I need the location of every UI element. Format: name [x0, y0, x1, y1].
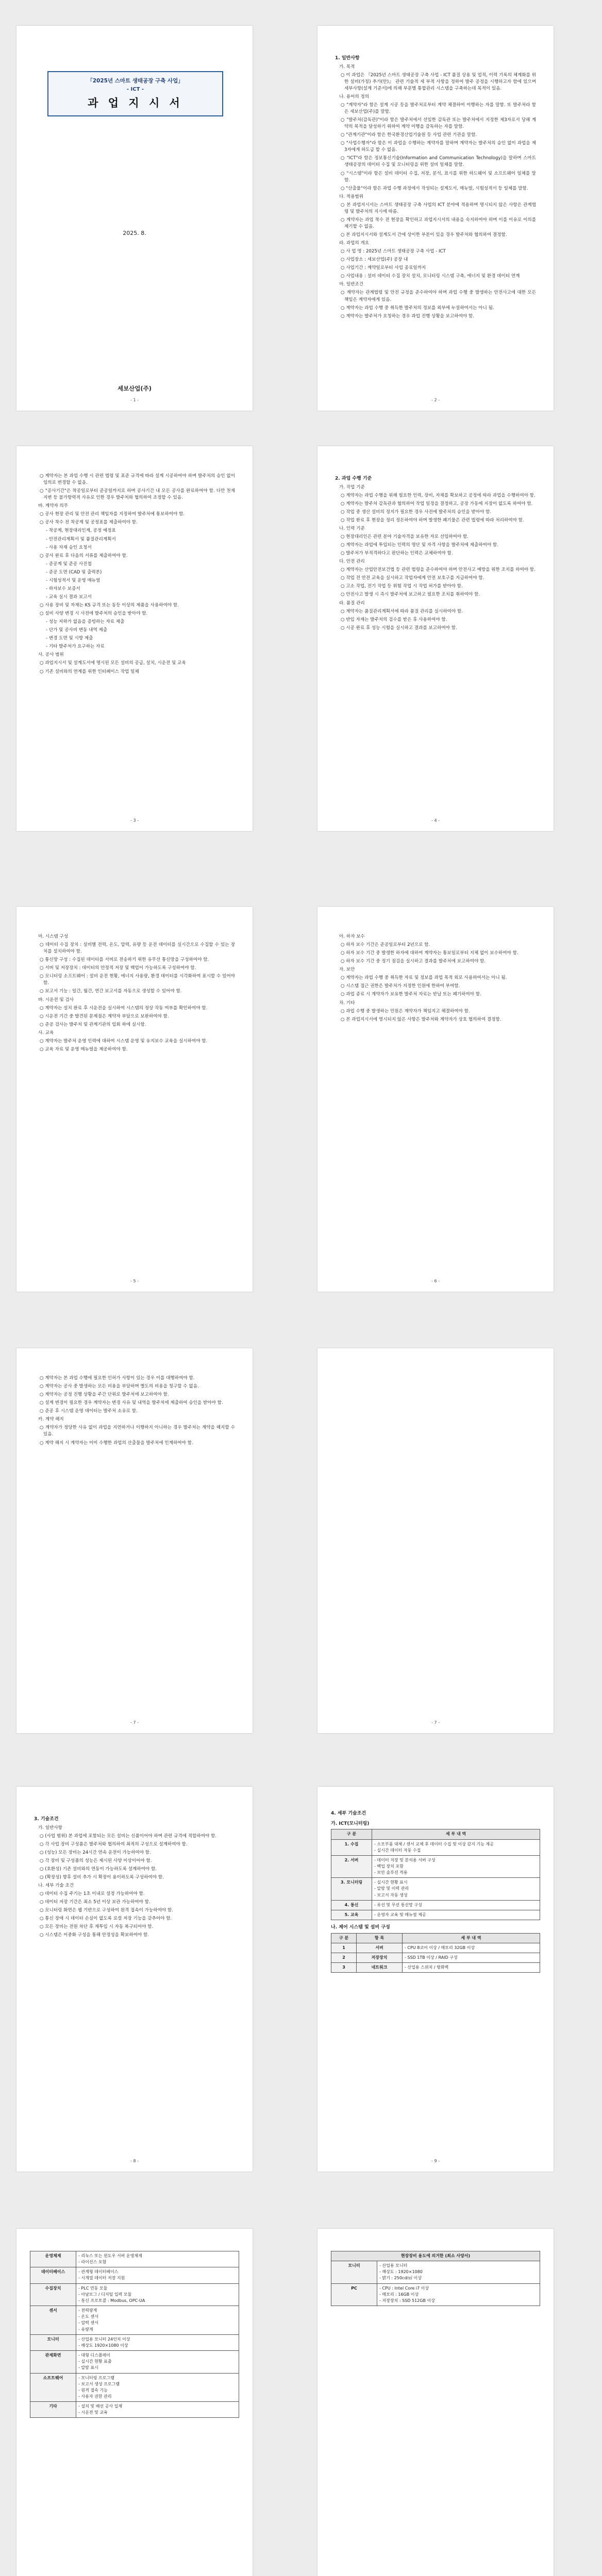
paragraph: ○ 계약자는 공정 진행 상황을 주간 단위로 발주처에 보고하여야 함. [40, 1392, 169, 1398]
page-8 [317, 1348, 554, 1733]
page-4 [317, 446, 554, 831]
paragraph: 다. 안전 관리 [339, 559, 365, 565]
table-row [331, 1963, 540, 1973]
row-label: 소프트웨어 [30, 2373, 76, 2402]
detail-line: - 해상도 1920×1080 이상 [78, 2343, 128, 2348]
cover-subtitle: - ICT - [126, 86, 144, 92]
paragraph: ○ 데이터 저장 기간은 최소 5년 이상 보관 가능하여야 함. [40, 1900, 150, 1905]
detail-line: - 아날로그 / 디지털 입력 모듈 [78, 2292, 132, 2297]
paragraph: ○ 사 업 명 : 2025년 스마트 생태공장 구축 사업 - ICT [341, 249, 446, 255]
page-number: - 5 - [130, 1278, 139, 1283]
paragraph: ○ 하자 보수 기간 중 정기 점검을 실시하고 결과를 발주처에 보고하여야 함. [341, 959, 486, 964]
page-3 [16, 446, 253, 831]
detail-line: - CPU : Intel Core i7 이상 [379, 2285, 429, 2291]
paragraph: ○ 교육 자료 및 운영 매뉴얼을 제공하여야 함. [40, 1046, 128, 1052]
page-number: - 1 - [130, 397, 139, 402]
paragraph: ○ "사업수행자"라 함은 이 과업을 수행하는 계약자를 말하며 계약자는 발주처의 승인 없이 과업을 제3자에게 하도급 할 수 없음. [341, 141, 536, 153]
paragraph: - 단가 및 공사비 변동 내역 제출 [46, 628, 108, 633]
paragraph: - 시험성적서 및 운영 매뉴얼 [46, 578, 101, 583]
detail-line: - 실시간 데이터 자동 수집 [374, 1848, 421, 1853]
detail-line: - 전력량계 [78, 2308, 97, 2313]
row-item: 네트워크 [357, 1963, 403, 1973]
paragraph: ○ 사업내용 : 설비 데이터 수집 장치 설치, 모니터링 시스템 구축, 에너지 및 환경 데이터 연계 [341, 274, 520, 279]
paragraph: ○ 통신망 구성 : 수집된 데이터를 서버로 전송하기 위한 유무선 통신망을 구성하여야 함. [40, 957, 209, 963]
paragraph: ○ 계약 해지 시 계약자는 이미 수행한 과업의 산출물을 발주처에 인계하여야 함. [40, 1440, 193, 1446]
paragraph: 아. 하자 보수 [339, 934, 365, 939]
table-row [30, 2351, 239, 2373]
paragraph: ○ 시스템은 이중화 구성을 통해 안정성을 확보하여야 함. [40, 1933, 149, 1938]
detail-line: - 원격 접속 기능 [78, 2387, 108, 2393]
page-5 [16, 907, 253, 1292]
spec-title: 4. 세부 기술조건 [331, 1811, 366, 1816]
table-row [331, 1839, 540, 1855]
cover-date: 2025. 8. [123, 230, 146, 236]
paragraph: ○ 계약자는 발주처 운영 인력에 대하여 시스템 운영 및 유지보수 교육을 실시하여야 함. [40, 1038, 208, 1044]
paragraph: ○ (확장성) 향후 설비 추가 시 확장이 용이하도록 구성하여야 함. [40, 1875, 164, 1880]
detail-line: - 온도 센서 [78, 2314, 98, 2319]
table-row [331, 2261, 540, 2283]
detail-line: - 압력 센서 [78, 2320, 98, 2326]
row-label: 데이터베이스 [30, 2267, 76, 2283]
paragraph: - 안전관리계획서 및 품질관리계획서 [46, 536, 116, 542]
row-label: 2. 서버 [331, 1855, 372, 1877]
row-detail [76, 2351, 239, 2373]
paragraph: ○ 계약자는 발주처가 요청하는 경우 과업 진행 상황을 보고하여야 함. [341, 313, 474, 319]
paragraph: ○ 준공 검사는 발주처 및 관계기관의 입회 하에 실시함. [40, 1022, 146, 1027]
paragraph: 라. 품질 관리 [339, 600, 365, 606]
paragraph: ○ 각 장비 및 구성품의 성능은 제시된 사양 이상이어야 함. [40, 1858, 152, 1863]
row-label: 기타 [30, 2402, 76, 2418]
row-label: 4. 통신 [331, 1900, 372, 1910]
paragraph: 다. 적용범위 [339, 194, 363, 199]
detail-line: - 유량계 [78, 2327, 93, 2332]
paragraph: ○ 본 과업지시서에 명시되지 않은 사항은 발주처와 계약자가 상호 협의하여 결정함. [341, 1016, 501, 1022]
row-label: 운영체제 [30, 2251, 76, 2267]
cover-organization: 세보산업(주) [117, 385, 152, 392]
row-detail [76, 2334, 239, 2350]
row-detail [76, 2251, 239, 2267]
row-detail [372, 1900, 540, 1910]
paragraph: ○ 각 사업 장비 구성품은 발주처와 협의하여 최적의 구성으로 설계하여야 함. [40, 1841, 188, 1847]
paragraph: ○ "계약자"라 함은 설계 시공 등을 발주처로부터 계약 체결하여 이행하는 자를 말함. 또 발주처라 함은 세보산업(주)를 말함. [341, 102, 536, 115]
paragraph: ○ "산출물"이라 함은 과업 수행 과정에서 작성되는 설계도서, 매뉴얼, 시험성적서 등 일체를 말함. [341, 185, 528, 191]
detail-line: - 시운전 및 교육 [78, 2410, 108, 2415]
table-row [30, 2373, 239, 2402]
paragraph: ○ 계약자는 발주처 감독관과 협의하여 작업 일정을 결정하고, 공장 가동에 지장이 없도록 하여야 함. [341, 501, 533, 506]
table-row [331, 1910, 540, 1920]
detail-line: - 설치 및 배선 공사 일체 [78, 2404, 123, 2409]
paragraph: ○ 보고서 기능 : 일간, 월간, 연간 보고서를 자동으로 생성할 수 있어야 함. [40, 989, 182, 994]
paragraph: ○ 설계 변경이 필요한 경우 계약자는 변경 사유 및 내역을 발주처에 제출하여 승인을 받아야 함. [40, 1400, 223, 1406]
min-spec-header: 현장장비 용도에 의거한 (최소 사양서) [331, 2251, 540, 2261]
min-spec [331, 2249, 540, 2310]
paragraph: - 하자보수 보증서 [46, 586, 80, 591]
paragraph: ○ 사용 장비 및 자재는 KS 규격 또는 동등 이상의 제품을 사용하여야 함. [40, 603, 179, 608]
paragraph: - 기타 발주처가 요구하는 자료 [46, 644, 105, 650]
paragraph: ○ 작업 전 안전 교육을 실시하고 작업자에게 안전 보호구를 지급하여야 함. [341, 575, 484, 581]
table-row [331, 1943, 540, 1953]
paragraph: 차. 기타 [339, 1000, 355, 1006]
table-row [30, 2267, 239, 2283]
paragraph: ○ (사업 범위) 본 과업에 포함되는 모든 설비는 신품이어야 하며 관련 규격에 적합하여야 함. [40, 1833, 217, 1839]
paragraph: 바. 시운전 및 검사 [38, 997, 74, 1003]
paragraph: ○ 작업 완료 후 현장을 정리 정돈하여야 하며 발생한 폐기물은 관련 법령에 따라 처리하여야 함. [341, 517, 524, 523]
paragraph: ○ 모니터링 화면은 웹 기반으로 구성하여 원격 접속이 가능하여야 함. [40, 1908, 173, 1913]
table-row [331, 1900, 540, 1910]
paragraph: ○ 사업기간 : 계약일로부터 사업 종료일까지 [341, 265, 426, 271]
page-9 [16, 1787, 253, 2172]
paragraph: ○ 공사 완료 후 다음의 서류를 제출하여야 함. [40, 553, 128, 558]
page-number: - 7 - [130, 1720, 139, 1725]
paragraph: ○ 준공 후 시스템 운영 데이터는 발주처 소유로 함. [40, 1409, 138, 1414]
detail-line: - 라이선스 포함 [78, 2260, 107, 2265]
paragraph: ○ 과업 수행 중 발생하는 민원은 계약자가 책임지고 해결하여야 함. [341, 1008, 470, 1014]
paragraph: ○ 반입 자재는 발주처의 검수를 받은 후 사용하여야 함. [341, 617, 447, 622]
paragraph: ○ 계약자가 정당한 사유 없이 과업을 지연하거나 이행하지 아니하는 경우 발주처는 계약을 해지할 수 있음. [40, 1425, 235, 1437]
paragraph: ○ "공사기간"은 착공일로부터 준공일까지로 하며 공사기간 내 모든 공사를 완료하여야 함. 다만 천재지변 등 불가항력적 사유로 인한 경우 발주처와 협의하여 조정할 수 있음. [40, 488, 235, 501]
equipment-spec [30, 2249, 239, 2422]
page-number: - 9 - [431, 2158, 440, 2163]
detail-line: - 운영자 교육 및 매뉴얼 제공 [374, 1912, 426, 1917]
paragraph: ○ 모든 장비는 전원 차단 후 재투입 시 자동 복구되어야 함. [40, 1924, 154, 1930]
row-detail: - CPU 8코어 이상 / 메모리 32GB 이상 [403, 1943, 540, 1953]
section-heading: 2. 과업 수행 기준 [335, 476, 372, 481]
paragraph: ○ 계약자는 과업 수행을 위해 필요한 인력, 장비, 자재를 확보하고 공정에 따라 과업을 수행하여야 함. [341, 493, 536, 498]
detail-line: - 알람 표시 [78, 2365, 98, 2370]
row-label: 3. 모니터링 [331, 1878, 372, 1900]
detail-line: - 시계열 데이터 저장 지원 [78, 2276, 125, 2281]
paragraph: ○ 계약자는 공사 중 발생하는 모든 비용을 부담하며 별도의 비용을 청구할 수 없음. [40, 1384, 199, 1389]
paragraph: ○ 시운전 기간 중 발견된 문제점은 계약자 부담으로 보완하여야 함. [40, 1013, 169, 1019]
detail-line: - 모니터링 프로그램 [78, 2375, 114, 2380]
col-header: 항 목 [357, 1933, 403, 1943]
paragraph: 마. 시스템 구성 [38, 934, 69, 939]
detail-line: - 대형 디스플레이 [78, 2353, 111, 2358]
ict-spec-table [331, 1829, 540, 1920]
row-detail [372, 1855, 540, 1877]
detail-line: - 보고서 생성 프로그램 [78, 2381, 120, 2386]
page-2-body [335, 53, 536, 321]
detail-line: - 사용자 권한 관리 [78, 2394, 112, 2399]
detail-line: - 보고서 자동 생성 [374, 1892, 408, 1897]
col-header: 구 분 [331, 1829, 372, 1839]
min-spec-table [331, 2251, 540, 2306]
paragraph: ○ 사업장소 : 세보산업(주) 공장 내 [341, 257, 408, 263]
paragraph: ○ 데이터 수집 주기는 1초 이내로 설정 가능하여야 함. [40, 1891, 145, 1897]
paragraph: 나. 용어의 정의 [339, 94, 370, 99]
paragraph: ○ 계약자는 산업안전보건법 등 관련 법령을 준수하여야 하며 안전사고 예방을 위한 조치를 하여야 함. [341, 567, 536, 573]
page-6 [317, 907, 554, 1292]
row-number: 1 [331, 1943, 357, 1953]
row-detail [76, 2402, 239, 2418]
table-row [30, 2402, 239, 2418]
paragraph: ○ 과업 종료 시 계약자가 보유한 발주처 자료는 반납 또는 폐기하여야 함. [341, 992, 481, 997]
row-number: 2 [331, 1953, 357, 1963]
row-detail [372, 1839, 540, 1855]
detail-line: - 산업용 모니터 [379, 2263, 408, 2268]
page-10 [317, 1787, 554, 2172]
row-detail [372, 1910, 540, 1920]
detail-line: - 데이터 저장 및 분석용 서버 구성 [374, 1857, 436, 1862]
paragraph: 마. 일반조건 [339, 282, 363, 287]
paragraph: ○ 작업 중 생산 설비의 정지가 필요한 경우 사전에 발주처의 승인을 받아야 함. [341, 509, 492, 515]
row-detail [76, 2306, 239, 2335]
paragraph: ○ 계약자는 과업 수행 중 취득한 자료 및 정보를 과업 목적 외로 사용하여서는 아니 됨. [341, 975, 507, 981]
row-label: 모니터 [30, 2334, 76, 2350]
detail-line: - 실시간 현황 표시 [374, 1880, 408, 1885]
row-detail [377, 2283, 540, 2306]
paragraph: ○ 하자 보수 기간은 준공일로부터 2년으로 함. [341, 942, 430, 948]
page-7-body [34, 1375, 235, 1448]
paragraph: ○ 계약자는 과업에 투입되는 인력의 명단 및 자격 사항을 발주처에 제출하여야 함. [341, 543, 498, 548]
paragraph: ○ 안전사고 발생 시 즉시 발주처에 보고하고 필요한 조치를 취하여야 함. [341, 592, 480, 598]
row-number: 3 [331, 1963, 357, 1973]
detail-line: - 밝기 : 250cd/㎡ 이상 [379, 2276, 422, 2281]
col-header: 세 부 내 역 [403, 1933, 540, 1943]
paragraph: - 사용 자재 승인 요청서 [46, 545, 92, 550]
table-row [331, 2283, 540, 2306]
paragraph: ○ 공사 현장 관리 및 안전 관리 책임자를 지정하여 발주처에 통보하여야 함. [40, 512, 185, 517]
paragraph: - 착공계, 현장대리인계, 공정 예정표 [46, 528, 116, 534]
paragraph: 카. 계약 해지 [38, 1417, 64, 1422]
detail-line: - 보안 솔루션 적용 [374, 1870, 408, 1875]
detail-line: - 저장장치 : SSD 512GB 이상 [379, 2298, 435, 2303]
paragraph: 바. 계약자 의무 [38, 503, 69, 509]
table-row [30, 2306, 239, 2335]
detail-line: - 소모부품 대체 / 센서 교체 후 데이터 수집 및 이상 감지 기능 제공 [374, 1841, 494, 1846]
paragraph: ○ 계약자는 품질관리계획서에 따라 품질 관리를 실시하여야 함. [341, 608, 463, 614]
cover-title: 과 업 지 시 서 [88, 97, 183, 110]
col-header: 세 부 내 역 [372, 1829, 540, 1839]
paragraph: - 교육 실시 결과 보고서 [46, 594, 92, 600]
paragraph: - 준공 도면 (CAD 및 출력본) [46, 569, 102, 575]
row-detail: - SSD 1TB 이상 / RAID 구성 [403, 1953, 540, 1963]
paragraph: ○ 발주처가 부적격하다고 판단하는 인력은 교체하여야 함. [341, 551, 453, 556]
paragraph: ○ 통신 장애 시 데이터 손실이 없도록 로컬 저장 기능을 갖추어야 함. [40, 1916, 172, 1922]
detail-line: - 해상도 : 1920×1080 [379, 2269, 423, 2275]
paragraph: - 변경 도면 및 시방 제출 [46, 636, 93, 641]
row-label: 1. 수집 [331, 1839, 372, 1855]
cover-title-box [47, 71, 223, 116]
paragraph: ○ "관계기관"이라 함은 한국환경산업기술원 등 사업 관련 기관을 말함. [341, 132, 477, 138]
table-row [30, 2251, 239, 2267]
row-label: 5. 교육 [331, 1910, 372, 1920]
spec-section [331, 1807, 540, 1977]
row-detail [76, 2373, 239, 2402]
page-number: - 4 - [431, 818, 440, 823]
paragraph: ○ 계약자는 본 과업 수행에 필요한 인허가 사항이 있는 경우 이를 대행하여야 함. [40, 1376, 195, 1381]
detail-line: - 산업용 모니터 24인치 이상 [78, 2336, 130, 2342]
table-row [30, 2283, 239, 2306]
row-item: 서버 [357, 1943, 403, 1953]
row-item: 저장장치 [357, 1953, 403, 1963]
paragraph: 자. 보안 [339, 967, 355, 973]
equipment-spec-table [30, 2251, 239, 2418]
page-number: - 6 - [431, 1278, 440, 1283]
paragraph: ○ 계약자는 과업 수행 중 취득한 발주처의 정보를 외부에 누설하여서는 아니 됨. [341, 305, 494, 311]
col-header: 구 분 [331, 1933, 357, 1943]
page-3-body [34, 473, 235, 677]
paragraph: ○ 과업지시서 및 설계도서에 명시된 모든 설비의 공급, 설치, 시운전 및 교육 [40, 660, 186, 666]
page-7 [16, 1348, 253, 1733]
paragraph: ○ 계약자는 설치 완료 후 시운전을 실시하여 시스템의 정상 작동 여부를 확인하여야 함. [40, 1005, 208, 1011]
paragraph: ○ 기존 설비와의 연계를 위한 인터페이스 작업 일체 [40, 669, 139, 674]
paragraph: 나. 세부 기술 조건 [38, 1883, 74, 1889]
table-row [331, 1878, 540, 1900]
paragraph: ○ 설비 사양 변경 시 사전에 발주처의 승인을 받아야 함. [40, 611, 148, 617]
row-detail [76, 2267, 239, 2283]
paragraph: 가. 작업 기준 [339, 484, 365, 490]
paragraph: ○ 시공 완료 후 성능 시험을 실시하고 결과를 보고하여야 함. [341, 625, 457, 631]
detail-line: - 통신 프로토콜 : Modbus, OPC-UA [78, 2298, 145, 2303]
paragraph: ○ 시스템 접근 권한은 발주처가 지정한 인원에 한하여 부여함. [341, 984, 460, 989]
paragraph: ○ 서버 및 저장장치 : 데이터의 안정적 저장 및 백업이 가능하도록 구성하여야 함. [40, 965, 196, 971]
paragraph: ○ 데이터 수집 장치 : 설비별 전력, 온도, 압력, 유량 등 운전 데이터를 실시간으로 수집할 수 있는 장치를 설치하여야 함. [40, 942, 235, 955]
page-number: - 8 - [130, 2158, 139, 2163]
paragraph: ○ "ICT"라 함은 정보통신기술(Information and Communication Technology)을 말하며 스마트 생태공장의 데이터 수집 및 모니터링을 위한 설비 일체를 말함. [341, 156, 536, 168]
page-2 [317, 26, 554, 411]
paragraph: ○ 본 과업지시서는 스마트 생태공장 구축 사업의 ICT 분야에 적용하며 명시되지 않은 사항은 관계법령 및 발주처의 지시에 따름. [341, 202, 536, 214]
paragraph: ○ 본 과업지시서와 설계도서 간에 상이한 부분이 있을 경우 발주처와 협의하여 결정함. [341, 232, 507, 238]
detail-line: - 메모리 : 16GB 이상 [379, 2292, 419, 2297]
row-detail [372, 1878, 540, 1900]
detail-line: - 리눅스 또는 윈도우 서버 운영체제 [78, 2253, 142, 2258]
paragraph: ○ 현장대리인은 관련 분야 기술자격을 보유한 자로 선임하여야 함. [341, 534, 469, 540]
page-number: - 3 - [130, 818, 139, 823]
page-11 [16, 2229, 253, 2576]
paragraph: 사. 공사 범위 [38, 652, 64, 658]
paragraph: 나. 인력 기준 [339, 526, 365, 531]
spec-subtitle: 가. ICT(모니터링) [331, 1821, 370, 1826]
row-label: PC [331, 2283, 377, 2306]
page-1-cover [16, 26, 253, 411]
cover-project-name: 「2025년 스마트 생태공장 구축 사업」 [87, 78, 183, 84]
page-6-body [335, 934, 536, 1025]
detail-line: - 유선 및 무선 통신망 구성 [374, 1902, 422, 1907]
section-heading: 3. 기술조건 [34, 1817, 59, 1822]
paragraph: 가. 일반사항 [38, 1825, 62, 1831]
paragraph: ○ (호환성) 기존 설비와의 연동이 가능하도록 설계하여야 함. [40, 1866, 157, 1872]
row-label: 수집장치 [30, 2283, 76, 2306]
paragraph: ○ "발주처(감독관)"이라 함은 발주처에서 선임한 감독관 또는 발주처에서 지정한 제3자로서 당해 계약의 목적을 달성하기 위하여 계약 이행을 감독하는 자를 말함. [341, 117, 536, 130]
paragraph: ○ 계약자는 과업 착수 전 현장을 확인하고 과업지시서의 내용을 숙지하여야 하며 이를 이유로 이의를 제기할 수 없음. [341, 217, 536, 229]
paragraph: ○ (성능) 모든 장비는 24시간 연속 운전이 가능하여야 함. [40, 1850, 151, 1855]
paragraph: 가. 목적 [339, 64, 355, 70]
paragraph: ○ 고소 작업, 전기 작업 등 위험 작업 시 작업 허가를 받아야 함. [341, 584, 463, 589]
paragraph: ○ 계약자는 본 과업 수행 시 관련 법령 및 표준 규격에 따라 설계 시공하여야 하며 발주처의 승인 없이 임의로 변경할 수 없음. [40, 473, 235, 486]
row-detail: - 산업용 스위치 / 방화벽 [403, 1963, 540, 1973]
page-9-body [34, 1814, 235, 1941]
paragraph: ○ 계약자는 관계법령 및 안전 규정을 준수하여야 하며 과업 수행 중 발생하는 안전사고에 대한 모든 책임은 계약자에게 있음. [341, 290, 536, 302]
paragraph: ○ 이 과업은 『2025년 스마트 생태공장 구축 사업 - ICT 품질 상용 및 업적, 이력 기록의 체계화를 위한 설비(가칭) 추가(안)』 관련 기술적 세 부적 사항을 정하여 발주 공정을 시행하고자 함에 있으며 세부사항(설계 기준서)에 의해 부문별 통합관리 시스템을 구축하는데 목적이 있음. [341, 72, 536, 91]
paragraph: - 성능 저하가 없음을 증빙하는 자료 제출 [46, 619, 125, 625]
page-number: - 7 - [431, 1720, 440, 1725]
row-detail [377, 2261, 540, 2283]
paragraph: - 준공계 및 준공 사진첩 [46, 561, 92, 567]
row-detail [76, 2283, 239, 2306]
detail-line: - 관계형 데이터베이스 [78, 2269, 119, 2275]
page-12 [317, 2229, 554, 2576]
row-label: 센서 [30, 2306, 76, 2335]
paragraph: ○ 공사 착수 전 착공계 및 공정표를 제출하여야 함. [40, 520, 138, 526]
row-label: 관제화면 [30, 2351, 76, 2373]
detail-line: - 실시간 현황 표출 [78, 2359, 112, 2364]
page-5-body [34, 934, 235, 1055]
table-row [331, 1855, 540, 1877]
paragraph: 라. 과업의 개요 [339, 241, 370, 246]
detail-line: - 백업 장치 포함 [374, 1863, 404, 1869]
paragraph: ○ 하자 보수 기간 중 발생한 하자에 대하여 계약자는 통보일로부터 지체 없이 보수하여야 함. [341, 951, 519, 956]
spec2-subtitle: 나. 제어 시스템 및 설비 구성 [331, 1925, 390, 1930]
page-number: - 2 - [431, 397, 440, 402]
row-label: 모니터 [331, 2261, 377, 2283]
table-row [30, 2334, 239, 2350]
paragraph: 사. 교육 [38, 1030, 54, 1036]
page-4-body [335, 473, 536, 633]
paragraph: ○ "시스템"이라 함은 설비 데이터 수집, 저장, 분석, 표시를 위한 하드웨어 및 소프트웨어 일체를 말함. [341, 171, 536, 183]
detail-line: - 알람 및 이력 관리 [374, 1886, 409, 1891]
section-heading: 1. 일반사항 [335, 56, 360, 61]
detail-line: - PLC 연동 모듈 [78, 2285, 108, 2291]
paragraph: ○ 모니터링 소프트웨어 : 설비 운전 현황, 에너지 사용량, 환경 데이터를 시각화하여 표시할 수 있어야 함. [40, 974, 235, 986]
table-row [331, 1953, 540, 1963]
system-spec-table [331, 1933, 540, 1973]
